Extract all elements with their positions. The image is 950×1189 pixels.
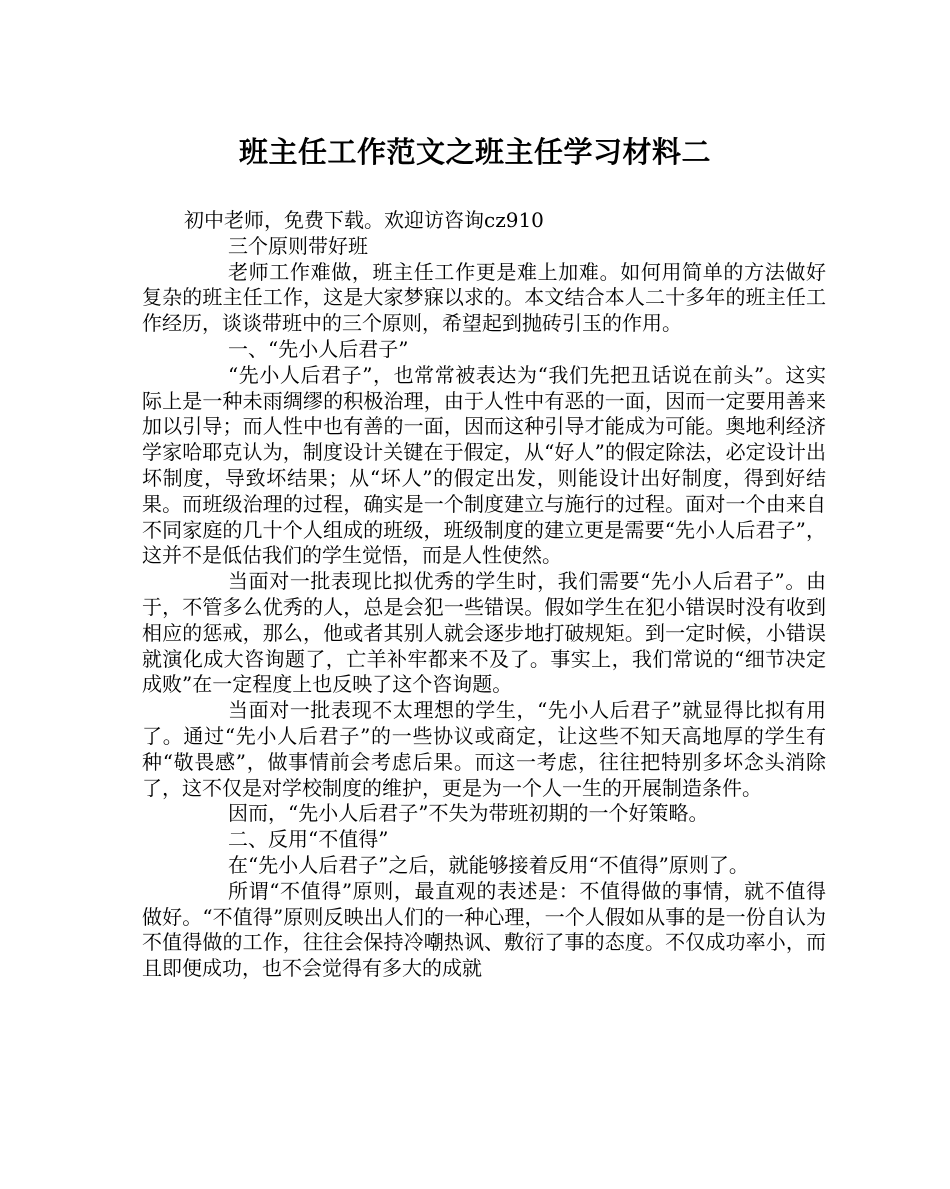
paragraph: 所谓“不值得”原则，最直观的表述是：不值得做的事情，就不值得做好。“不值得”原则反映出人们的一种心理，一个人假如从事的是一份自认为不值得做的工作，往往会保持冷嘲热讽、敷衍了事的态度。不仅成功率小，而且即便成功，也不会觉得有多大的成就 xyxy=(142,878,826,981)
paragraph: 当面对一批表现不太理想的学生，“先小人后君子”就显得比拟有用了。通过“先小人后君子”的一些协议或商定，让这些不知天高地厚的学生有种“敬畏感”，做事情前会考虑后果。而这一考虑，往往把特别多坏念头消除了，这不仅是对学校制度的维护，更是为一个人一生的开展制造条件。 xyxy=(142,698,826,800)
paragraph: 老师工作难做，班主任工作更是难上加难。如何用简单的方法做好复杂的班主任工作，这是大家梦寐以求的。本文结合本人二十多年的班主任工作经历，谈谈带班中的三个原则，希望起到抛砖引玉的作用。 xyxy=(142,259,826,336)
section-heading: 一、“先小人后君子” xyxy=(228,336,409,361)
section-heading: 三个原则带好班 xyxy=(228,233,368,258)
intro-line: 初中老师，免费下载。欢迎访咨询cz910 xyxy=(184,208,544,232)
document-title: 班主任工作范文之班主任学习材料二 xyxy=(238,135,711,169)
paragraph: 在“先小人后君子”之后，就能够接着反用“不值得”原则了。 xyxy=(228,852,749,877)
paragraph: “先小人后君子”，也常常被表达为“我们先把丑话说在前头”。这实际上是一种未雨绸缪的积极治理，由于人性中有恶的一面，因而一定要用善来加以引导；而人性中也有善的一面，因而这种引导才能成为可能。奥地利经济学家哈耶克认为，制度设计关键在于假定，从“好人”的假定除法，必定设计出坏制度，导致坏结果；从“坏人”的假定出发，则能设计出好制度，得到好结果。而班级治理的过程，确实是一个制度建立与施行的过程。面对一个由来自不同家庭的几十个人组成的班级，班级制度的建立更是需要“先小人后君子”，这并不是低估我们的学生觉悟，而是人性使然。 xyxy=(142,362,826,568)
paragraph: 当面对一批表现比拟优秀的学生时，我们需要“先小人后君子”。由于，不管多么优秀的人，总是会犯一些错误。假如学生在犯小错误时没有收到相应的惩戒，那么，他或者其别人就会逐步地打破规矩。到一定时候，小错误就演化成大咨询题了，亡羊补牢都来不及了。事实上，我们常说的“细节决定成败”在一定程度上也反映了这个咨询题。 xyxy=(142,569,826,697)
paragraph: 因而，“先小人后君子”不失为带班初期的一个好策略。 xyxy=(228,801,709,826)
section-heading: 二、反用“不值得” xyxy=(228,827,389,852)
document-body xyxy=(142,208,826,982)
